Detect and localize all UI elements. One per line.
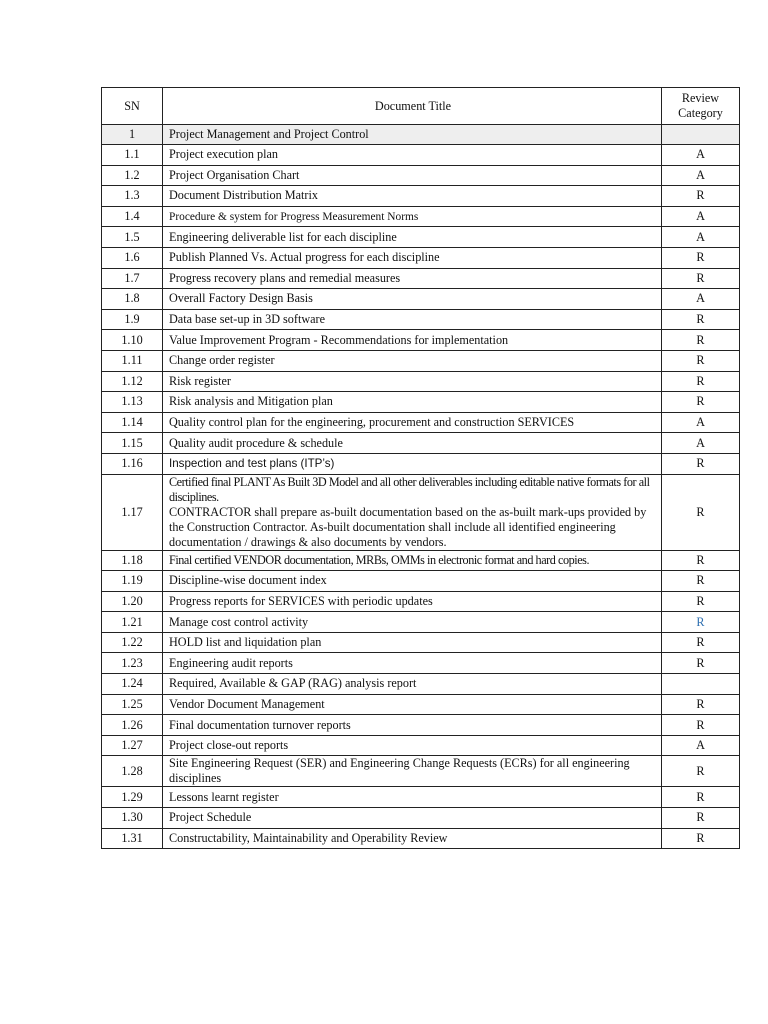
row-document-title [163,392,662,413]
row-title-line-2: CONTRACTOR shall prepare as-built documentation based on the as-built mark-ups provided by the Construction Contractor. As-built documentation shall include all identified engineering documentation / drawings & also documents by vendors. [169,504,647,549]
row-review-category: R [662,474,740,550]
header-review-category: Review Category [662,88,740,125]
row-document-title [163,268,662,289]
row-title-text: Constructability, Maintainability and Operability Review [169,830,448,845]
row-document-title [163,309,662,330]
row-review-category: R [662,808,740,829]
row-review-category [662,674,740,695]
row-document-title [163,571,662,592]
row-document-title [163,165,662,186]
row-title-text: HOLD list and liquidation plan [169,635,322,650]
row-review-category: R [662,715,740,736]
row-sn: 1.29 [102,787,163,808]
table-row [102,591,740,612]
table-row [102,371,740,392]
row-review-category: A [662,735,740,756]
row-document-title [163,715,662,736]
row-review-category: R [662,186,740,207]
row-sn: 1.10 [102,330,163,351]
row-review-category: A [662,206,740,227]
row-review-category: R [662,330,740,351]
table-header-row [102,88,740,125]
row-review-category: R [662,756,740,787]
row-document-title [163,612,662,633]
row-document-title [163,674,662,695]
row-sn: 1.3 [102,186,163,207]
row-review-category: R [662,371,740,392]
table-row [102,392,740,413]
row-review-category: A [662,433,740,454]
row-review-category: R [662,571,740,592]
row-review-category: A [662,145,740,166]
row-title-text: Overall Factory Design Basis [169,291,313,306]
row-review-category: R [662,550,740,571]
row-title-text: Manage cost control activity [169,614,309,629]
row-document-title [163,474,662,550]
row-sn: 1.31 [102,828,163,849]
row-sn: 1.9 [102,309,163,330]
row-title-text: Publish Planned Vs. Actual progress for each discipline [169,250,440,265]
table-row [102,808,740,829]
table-row [102,653,740,674]
row-title-text: Inspection and test plans (ITP’s) [169,457,335,471]
row-title-text: Final documentation turnover reports [169,717,351,732]
header-document-title: Document Title [163,88,662,125]
row-title-text: Progress reports for SERVICES with periodic updates [169,593,433,608]
row-title-text: Change order register [169,353,275,368]
row-review-category: R [662,653,740,674]
row-review-category: R [662,350,740,371]
row-review-category: R [662,612,740,633]
table-row [102,145,740,166]
row-document-title [163,206,662,227]
row-title-text: Lessons learnt register [169,789,279,804]
table-row [102,412,740,433]
row-document-title [163,371,662,392]
row-title-text: Vendor Document Management [169,696,325,711]
row-title-text: Discipline-wise document index [169,573,327,588]
row-sn: 1.14 [102,412,163,433]
row-title-text: Project Schedule [169,810,252,825]
header-sn: SN [102,88,163,125]
section-category [662,125,740,145]
table-row [102,165,740,186]
table-row [102,694,740,715]
row-title-text: Required, Available & GAP (RAG) analysis report [169,676,417,691]
row-document-title [163,632,662,653]
row-review-category: R [662,309,740,330]
table-row [102,350,740,371]
table-row [102,206,740,227]
table-row [102,674,740,695]
row-review-category: R [662,247,740,268]
table-row [102,247,740,268]
row-review-category: R [662,632,740,653]
row-sn: 1.2 [102,165,163,186]
row-sn: 1.20 [102,591,163,612]
row-sn: 1.30 [102,808,163,829]
row-sn: 1.13 [102,392,163,413]
row-title-text: Engineering deliverable list for each discipline [169,229,397,244]
row-review-category: R [662,453,740,474]
row-title-text: Document Distribution Matrix [169,188,318,203]
row-review-category: R [662,268,740,289]
row-title-text: Quality audit procedure & schedule [169,435,343,450]
table-row [102,330,740,351]
row-review-category: A [662,165,740,186]
row-document-title [163,808,662,829]
section-row [102,125,740,145]
row-review-category: A [662,412,740,433]
row-sn: 1.22 [102,632,163,653]
row-document-title [163,453,662,474]
row-document-title [163,828,662,849]
row-review-category: A [662,227,740,248]
row-sn: 1.7 [102,268,163,289]
row-sn: 1.17 [102,474,163,550]
row-review-category: A [662,289,740,310]
table-row [102,632,740,653]
row-sn: 1.28 [102,756,163,787]
row-sn: 1.25 [102,694,163,715]
row-document-title [163,186,662,207]
row-review-category: R [662,828,740,849]
row-sn: 1.21 [102,612,163,633]
table-row [102,268,740,289]
table-row [102,474,740,550]
table-row [102,550,740,571]
row-document-title [163,227,662,248]
row-document-title [163,756,662,787]
table-row [102,612,740,633]
row-sn: 1.5 [102,227,163,248]
row-sn: 1.11 [102,350,163,371]
row-title-text: Procedure & system for Progress Measurement Norms [169,210,419,223]
row-title-text: Site Engineering Request (SER) and Engineering Change Requests (ECRs) for all engineering disciplines [169,756,630,786]
row-sn: 1.12 [102,371,163,392]
section-title: Project Management and Project Control [163,125,662,145]
table-row [102,571,740,592]
row-review-category: R [662,694,740,715]
row-sn: 1.16 [102,453,163,474]
row-title-text: Quality control plan for the engineering, procurement and construction SERVICES [169,415,575,430]
table-row [102,186,740,207]
row-sn: 1.27 [102,735,163,756]
row-title-line-1: Certified final PLANT As Built 3D Model and all other deliverables including editable native formats for all disciplines. [169,474,650,504]
document-table [101,87,740,849]
row-review-category: R [662,591,740,612]
row-title-text: Project close-out reports [169,738,289,753]
table-row [102,735,740,756]
row-document-title [163,350,662,371]
row-document-title [163,330,662,351]
row-document-title [163,412,662,433]
table-row [102,715,740,736]
row-title-text: Engineering audit reports [169,655,293,670]
row-title-text: Value Improvement Program - Recommendations for implementation [169,332,509,347]
row-review-category: R [662,392,740,413]
row-title-text: Risk analysis and Mitigation plan [169,394,333,409]
row-title-text: Project Organisation Chart [169,167,300,182]
row-title-text: Project execution plan [169,147,278,162]
row-sn: 1.18 [102,550,163,571]
table-row [102,309,740,330]
row-title-text: Progress recovery plans and remedial measures [169,270,401,285]
table-row [102,756,740,787]
row-document-title [163,653,662,674]
row-document-title [163,550,662,571]
row-document-title [163,787,662,808]
section-sn: 1 [102,125,163,145]
row-document-title [163,735,662,756]
row-title-text: Final certified VENDOR documentation, MRBs, OMMs in electronic format and hard copies. [169,552,590,567]
row-sn: 1.19 [102,571,163,592]
row-sn: 1.26 [102,715,163,736]
row-document-title [163,591,662,612]
row-sn: 1.1 [102,145,163,166]
row-sn: 1.24 [102,674,163,695]
row-sn: 1.15 [102,433,163,454]
table-row [102,227,740,248]
row-sn: 1.6 [102,247,163,268]
row-sn: 1.8 [102,289,163,310]
row-document-title [163,145,662,166]
row-title-text: Risk register [169,373,231,388]
row-document-title [163,247,662,268]
table-row [102,289,740,310]
table-row [102,787,740,808]
row-sn: 1.23 [102,653,163,674]
table-row [102,453,740,474]
row-title-text: Data base set-up in 3D software [169,312,326,327]
table-row [102,828,740,849]
table-row [102,433,740,454]
row-document-title [163,433,662,454]
row-document-title [163,289,662,310]
row-sn: 1.4 [102,206,163,227]
row-review-category: R [662,787,740,808]
row-document-title [163,694,662,715]
